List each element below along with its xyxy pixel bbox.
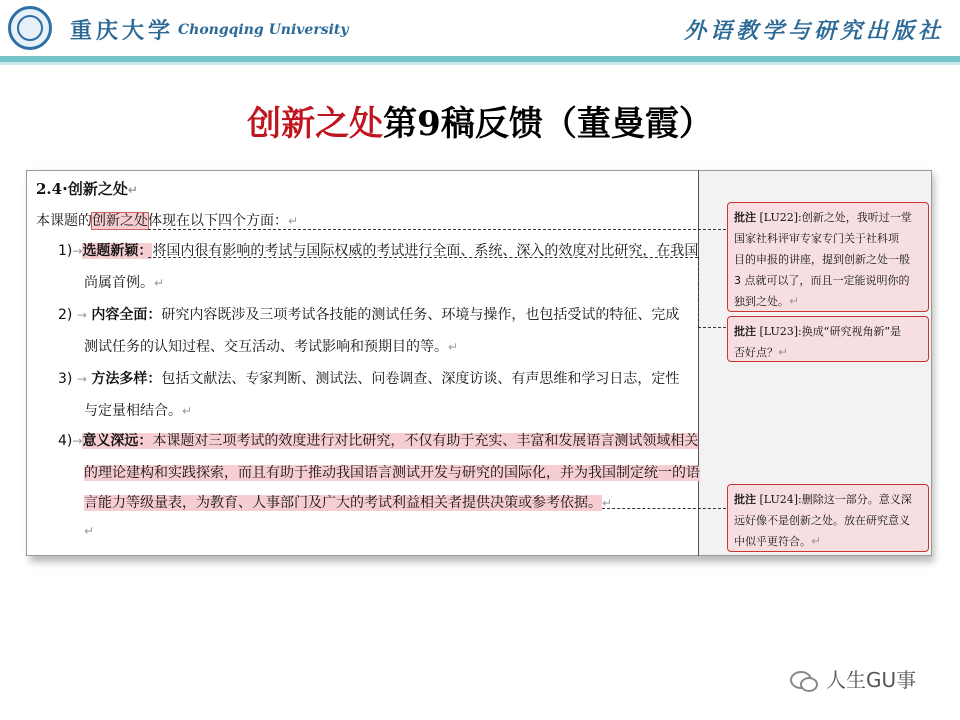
intro-after: 体现在以下四个方面：: [148, 213, 288, 229]
intro-paragraph: 本课题的创新之处体现在以下四个方面：↵: [36, 213, 299, 229]
comment-text: 3 点就可以了，而且一定能说明你的: [734, 274, 910, 287]
comment-tag: 批注: [734, 211, 756, 224]
list-item: 3) → 方法多样：包括文献法、专家判断、测试法、问卷调查、深度访谈、有声思维和学习日志，定性: [58, 371, 680, 387]
publisher-name: 外语教学与研究出版社: [683, 18, 944, 44]
commented-text-lu23[interactable]: 选题新颖：: [82, 243, 153, 259]
header-banner: [0, 0, 960, 62]
list-item: 2) → 内容全面：研究内容既涉及三项考试各技能的测试任务、环境与操作，也包括受试的特征、完成: [58, 307, 680, 323]
comment-tag: 批注: [734, 325, 756, 338]
list-item-label: 方法多样：: [91, 371, 162, 387]
university-name-en: Chongqing University: [178, 22, 349, 38]
comment-tag: 批注: [734, 493, 756, 506]
list-item-line: 研究内容既涉及三项考试各技能的测试任务、环境与操作，也包括受试的特征、完成: [161, 307, 680, 323]
section-heading: 2.4·创新之处↵: [36, 180, 138, 198]
watermark: [790, 664, 916, 693]
comment-balloon-lu22[interactable]: 批注 [LU22]:创新之处，我听过一堂 国家社科评审专家专门关于社科项 目的申报的讲座，提到创新之处一般 3 点就可以了，而且一定能说明你的 独到之处。↵: [727, 202, 929, 312]
comment-leader-lu24: [602, 508, 726, 509]
comment-id: [LU24]:: [759, 493, 802, 506]
comment-text: 中似乎更符合。: [734, 535, 811, 548]
comment-leader-lu22: [148, 229, 726, 230]
empty-paragraph-mark: ↵: [84, 524, 95, 538]
list-item-label: 内容全面：: [91, 307, 162, 323]
commented-text-lu24[interactable]: [82, 433, 698, 449]
university-logo-icon: [8, 6, 52, 50]
list-number: 4): [58, 433, 73, 449]
list-item-continuation: 言能力等级量表，为教育、人事部门及广大的考试利益相关者提供决策或参考依据。↵: [84, 495, 613, 511]
slide-title-highlight: 创新之处: [247, 104, 384, 144]
comment-id: [LU23]:: [759, 325, 802, 338]
intro-before: 本课题的: [36, 213, 92, 229]
comment-text: 换成“研究视角新”是: [801, 325, 902, 338]
comment-text: 国家社科评审专家专门关于社科项: [734, 232, 899, 245]
section-number: 2.4: [36, 180, 63, 198]
comment-text: 否好点？: [734, 346, 778, 359]
header-divider-light: [0, 62, 960, 65]
list-item-line: 言能力等级量表，为教育、人事部门及广大的考试利益相关者提供决策或参考依据。: [84, 495, 602, 511]
comment-text: 独到之处。: [734, 295, 789, 308]
comment-margin-divider: [698, 170, 699, 556]
list-item-continuation: [84, 462, 700, 482]
list-item-continuation: 与定量相结合。↵: [84, 403, 193, 419]
list-item-line: 尚属首例。: [84, 275, 154, 291]
comment-text: 远好像不是创新之处。放在研究意义: [734, 514, 910, 527]
slide-title-rest: 第9稿反馈（董曼霞）: [383, 104, 713, 144]
comment-id: [LU22]:: [759, 211, 802, 224]
comment-leader-lu23: [148, 257, 698, 258]
list-number: 2): [58, 307, 73, 323]
slide-title: [0, 96, 960, 145]
comment-leader-lu23-v: [698, 257, 699, 327]
list-number: 3): [58, 371, 73, 387]
list-number: 1): [58, 243, 73, 259]
list-item-line: 将国内很有影响的考试与国际权威的考试进行全面、系统、深入的效度对比研究，在我国: [152, 243, 699, 259]
comment-text: 删除这一部分。意义深: [801, 493, 912, 506]
comment-balloon-lu24[interactable]: 批注 [LU24]:删除这一部分。意义深 远好像不是创新之处。放在研究意义 中似乎更符合。↵: [727, 484, 929, 552]
section-title: 创新之处: [67, 180, 128, 198]
list-item-line: 包括文献法、专家判断、测试法、问卷调查、深度访谈、有声思维和学习日志，定性: [161, 371, 680, 387]
comment-text: 目的申报的讲座，提到创新之处一般: [734, 253, 910, 266]
list-item-line: 的理论建构和实践探索，而且有助于推动我国语言测试开发与研究的国际化，并为我国制定统一的语: [84, 465, 700, 481]
commented-text-lu22[interactable]: 创新之处: [92, 213, 148, 229]
list-item-line: 与定量相结合。: [84, 403, 182, 419]
list-item-line: 测试任务的认知过程、交互活动、考试影响和预期目的等。: [84, 339, 448, 355]
comment-balloon-lu23[interactable]: 批注 [LU23]:换成“研究视角新”是 否好点？↵: [727, 316, 929, 362]
university-name-cn: 重庆大学: [70, 18, 175, 44]
list-item: 1)→选题新颖：将国内很有影响的考试与国际权威的考试进行全面、系统、深入的效度对比研究，在我国: [58, 243, 699, 259]
list-item-continuation: 尚属首例。↵: [84, 275, 165, 291]
comment-text: 创新之处，我听过一堂: [801, 211, 912, 224]
list-item-continuation: 测试任务的认知过程、交互活动、考试影响和预期目的等。↵: [84, 339, 459, 355]
list-item-label: 意义深远：: [82, 433, 153, 449]
watermark-text: 人生GU事: [826, 668, 917, 692]
comment-leader-lu23-end: [698, 327, 726, 328]
list-item: 4)→意义深远：本课题对三项考试的效度进行对比研究，不仅有助于充实、丰富和发展语言测试领域相关: [58, 433, 699, 449]
wechat-icon: [790, 667, 818, 691]
list-item-line: 本课题对三项考试的效度进行对比研究，不仅有助于充实、丰富和发展语言测试领域相关: [152, 433, 699, 449]
